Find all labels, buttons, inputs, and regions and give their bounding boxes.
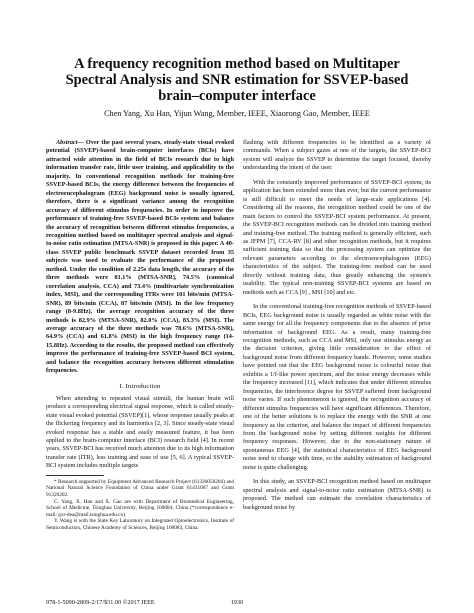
footnote-funding: * Research supported by Equipment Advanced Research Project (61326050204) and National Natural Science Foundation of China under Grant 61431007 and Grant 91320202. — [46, 478, 234, 498]
intro-paragraph-1: When attending to repeated visual stimuli, the human brain will produce a corresponding electrical signal response, which is called steady-state visual evoked potential (SSVEP)[1], whose response usually peaks at the flickering frequency and its harmonics [2, 3]. Since steady-state visual evoked response has a stable and easily measured feature, it has been applied to the brain-computer interface (BCI) research field [4]. In recent years, SSVEP-BCI has received much attention due to its high information transfer rate (ITR), less training and ease of use [5, 6]. A typical SSVEP-BCI system includes multiple targets — [46, 394, 234, 470]
intro-paragraph-2: With the constantly improved performance of SSVEP-BCI system, its application has been extended more than ever, but the current performance is still difficult to meet the needs of large-scale applications [4]. Considering all the reasons, the recognition method could be one of the main factors to control the SSVEP-BCI system performance. At present, the SSVEP-BCI recognition methods can be divided into training method and training-free method. The training method is generally efficient, such as JFPM [7], CCA-RV [8] and other recognition methods, but it requires sufficient training data so that the processing system can optimize the relevant parameters according to the electroencephalogram (EEG) characteristics of the subject. The training-free method can be used directly without training data, thus greatly enhancing the system's usability. The typical non-training SSVEP-BCI systems are based on methods such as CCA [9] , MSI [10] and etc. — [243, 178, 431, 296]
section-heading-introduction: I. Introduction — [119, 382, 161, 390]
abstract-lead: Abstract— — [56, 139, 84, 146]
author-line: Chen Yang, Xu Han, Yijun Wang, Member, IEEE, Xiaorong Gao, Member, IEEE — [104, 109, 370, 118]
paper-title: A frequency recognition method based on Multitaper Spectral Analysis and SNR estimation for SSVEP-based brain–computer interface — [65, 56, 409, 104]
footnote-affiliation-2: Y. Wang is with the State Key Laboratory on Integrated Optoelectronics, Institute of Semiconductors, Chinese Academy of Sciences, Beijing 100083, China. — [46, 518, 234, 531]
intro-paragraph-continued: flashing with different frequencies to be identified as a variety of commands. When a subject gazes at one of the targets, the SSVEP-BCI system will analyze the SSVEP to determine the target focused, thereby understanding the intent of the user. — [243, 139, 431, 172]
right-column — [243, 139, 431, 512]
footnote-affiliation-1: C. Yang, X. Han and X. Gao are with Department of Biomedical Engineering, School of Medicine, Tsinghua University, Beijing 100084, China (*correspondence e-mail: gxr-dea@mail.tsinghua.edu.cn). — [46, 498, 234, 518]
left-column — [46, 139, 234, 532]
intro-paragraph-3: In the conventional training-free recognition methods of SSVEP-based BCIs, EEG background noise is usually regarded as white noise with the same energy for all the frequency components due to the absence of prior information of background EEG. As a result, many training-free recognition methods, such as CCA and MSI, only use stimulus energy as the decision criterion, giving little consideration to the effect of background noise from different frequency bands. However, some studies have pointed out that the EEG background noise is colourful noise that exhibits a 1/f-like power spectrum, and the noise energy decreases while the frequency increased [11], which indicates that under different stimulus frequencies, the interference degree for SSVEP suffered from background noise varies. If such phenomenon is ignored, the recognition accuracy of different stimulus frequencies will have significant differences. Therefore, one of the better solutions is to replace the energy with the SNR at one frequency as the criterion, and balance the impact of different frequencies from the background noise by setting different weights for different frequency responses. However, due to the non-stationary nature of spontaneous EEG [4], the statistical characteristics of EEG background noise tend to change with time, so the stability estimation of background noise is quite challenging. — [243, 303, 431, 471]
abstract-body: Over the past several years, steady-state visual evoked potential (SSVEP)-based brain-computer interfaces (BCIs) have attracted wide attention in the field of BCIs research due to high information transfer rate, little user training, and applicability to the majority. In conventional recognition methods for training-free SSVEP-based BCIs, the energy difference between the frequencies of electroencephalogram (EEG) background noise is usually ignored, therefore, there is a significant variance among the recognition accuracy of different stimulus frequencies. In order to improve the performance of training-free SSVEP-based BCIs system and balance the accuracy of recognition between different stimulus frequencies, a recognition method based on multitaper spectral analysis and signal-to-noise ratio estimation (MTSA-SNR) is proposed in this paper. A 40-class SSVEP public benchmark SSVEP dataset recorded from 35 subjects was used to evaluate the performance of the proposed method. Under the condition of 2.25s data length, the accuracy of the three methods were 81.1% (MTSA-SNR), 74.5% (canonical correlation analysis, CCA) and 73.4% (multivariate synchronization index, MSI), and the corresponding ITRs were 101 bits/min (MTSA-SNR), 89 bits/min (CCA), 87 bits/min (MSI). In the low frequency range (8-9.8Hz), the average recognition accuracy of the three methods is 82.9% (MTSA-SNR), 82.0% (CCA), 83.3% (MSI). The average accuracy of the three methods was 78.6% (MTSA-SNR), 64.9% (CCA) and 61.8% (MSI) in the high frequency range (14-15.8Hz). According to the results, the proposed method can effectively improve the performance of training-free SSVEP-based BCI system, and balance the recognition accuracy between different stimulation frequencies. — [46, 139, 234, 375]
copyright-footer: 978-1-5090-2809-2/17/$31.00 ©2017 IEEE — [46, 599, 155, 606]
footnote-divider — [46, 475, 104, 476]
page-number: 1930 — [230, 599, 244, 606]
intro-paragraph-4: In this study, an SSVEP-BCI recognition method based on multitaper spectral analysis and signal-to-noise ratio estimation (MTSA-SNR) is proposed. The method can estimate the correlation characteristics of background noise by — [243, 478, 431, 511]
abstract — [46, 139, 234, 376]
